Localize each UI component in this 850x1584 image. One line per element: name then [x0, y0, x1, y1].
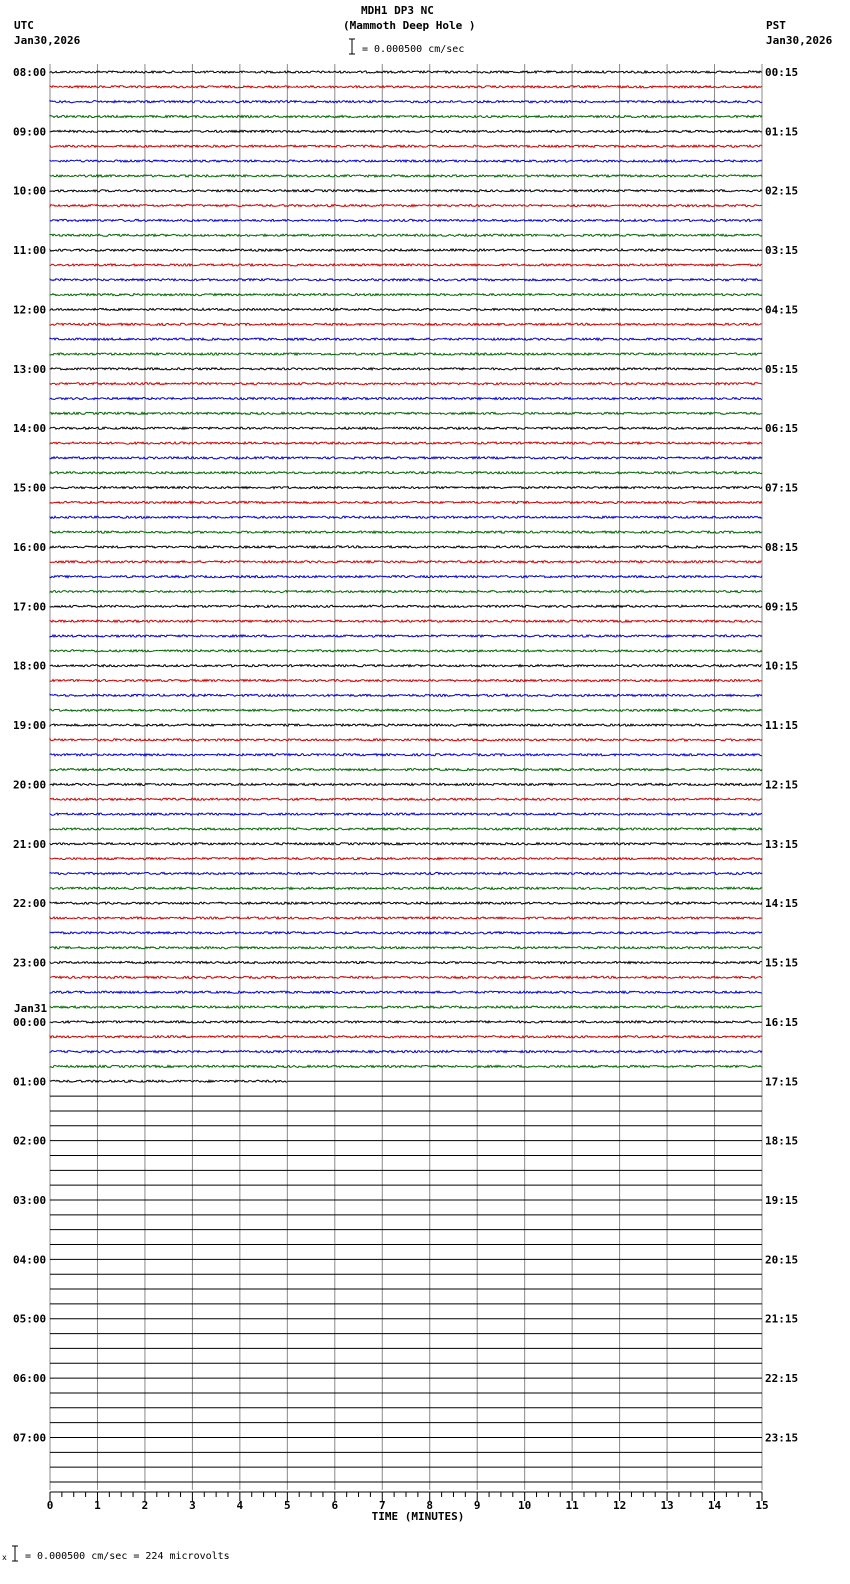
pst-hour-label: 06:15 — [765, 422, 799, 436]
pst-hour-label: 23:15 — [765, 1431, 799, 1445]
utc-hour-label: 06:00 — [13, 1372, 47, 1386]
seismic-trace — [50, 769, 762, 771]
seismic-trace — [50, 249, 762, 251]
seismic-trace — [50, 145, 762, 147]
seismic-trace — [50, 368, 762, 370]
utc-hour-label: 09:00 — [13, 125, 47, 139]
seismic-trace — [50, 86, 762, 88]
pst-timezone-label: PST — [766, 19, 786, 32]
utc-hour-label: 08:00 — [13, 66, 47, 79]
seismic-trace — [50, 679, 762, 681]
x-tick-label: 13 — [660, 1499, 674, 1512]
seismic-trace — [50, 576, 762, 578]
seismic-trace — [50, 709, 762, 711]
seismic-trace — [50, 724, 762, 726]
utc-hour-label: 22:00 — [13, 897, 47, 911]
pst-hour-label: 09:15 — [765, 600, 799, 614]
seismic-trace — [50, 872, 762, 874]
pst-hour-label: 04:15 — [765, 303, 799, 317]
x-tick-label: 15 — [755, 1499, 769, 1512]
seismic-trace — [50, 264, 762, 266]
seismic-trace — [50, 279, 762, 281]
pst-hour-label: 11:15 — [765, 719, 799, 733]
seismic-trace — [50, 219, 762, 221]
seismic-trace — [50, 294, 762, 296]
seismic-trace — [50, 843, 762, 845]
utc-timezone-label: UTC — [14, 19, 34, 32]
pst-hour-label: 18:15 — [765, 1134, 799, 1148]
seismic-trace — [50, 754, 762, 756]
seismic-trace — [50, 234, 762, 236]
seismic-trace — [50, 798, 762, 800]
seismic-trace — [50, 650, 762, 652]
seismic-trace — [50, 442, 762, 444]
pst-hour-label: 21:15 — [765, 1312, 799, 1326]
seismic-trace — [50, 1006, 762, 1008]
seismic-trace — [50, 1080, 287, 1082]
x-tick-label: 8 — [426, 1499, 434, 1512]
x-tick-label: 10 — [518, 1499, 532, 1512]
utc-hour-label: 05:00 — [13, 1312, 47, 1326]
x-tick-label: 6 — [331, 1499, 339, 1512]
seismic-trace — [50, 605, 762, 607]
seismic-trace — [50, 353, 762, 355]
seismic-trace — [50, 546, 762, 548]
seismic-trace — [50, 487, 762, 489]
utc-hour-label: 11:00 — [13, 244, 47, 258]
pst-hour-label: 20:15 — [765, 1253, 799, 1267]
seismic-trace — [50, 783, 762, 785]
seismic-trace — [50, 457, 762, 459]
seismic-trace — [50, 590, 762, 592]
seismic-trace — [50, 472, 762, 474]
utc-hour-label: 01:00 — [13, 1075, 47, 1089]
pst-hour-label: 01:15 — [765, 125, 799, 139]
seismic-trace — [50, 338, 762, 340]
utc-hour-label: 14:00 — [13, 422, 47, 436]
x-tick-label: 14 — [707, 1499, 722, 1512]
utc-hour-label: 15:00 — [13, 481, 47, 495]
x-tick-label: 3 — [189, 1499, 196, 1512]
seismic-trace — [50, 501, 762, 503]
x-tick-label: 1 — [94, 1499, 101, 1512]
x-tick-label: 9 — [473, 1499, 481, 1512]
x-tick-label: 5 — [284, 1499, 291, 1512]
scale-label: = 0.000500 cm/sec — [362, 44, 465, 55]
x-tick-label: 2 — [141, 1499, 149, 1512]
x-axis-label: TIME (MINUTES) — [371, 1510, 465, 1523]
pst-hour-label: 19:15 — [765, 1194, 799, 1207]
seismic-trace — [50, 427, 762, 429]
utc-hour-label: 04:00 — [13, 1253, 47, 1267]
seismic-trace — [50, 887, 762, 889]
x-tick-label: 4 — [236, 1499, 244, 1512]
utc-hour-label: 18:00 — [13, 659, 47, 673]
seismic-trace — [50, 739, 762, 741]
seismic-trace — [50, 1036, 762, 1038]
seismic-trace — [50, 101, 762, 103]
seismic-trace — [50, 531, 762, 533]
seismic-trace — [50, 190, 762, 192]
pst-date-label: Jan30,2026 — [766, 34, 833, 47]
pst-hour-label: 02:15 — [765, 184, 799, 198]
seismic-trace — [50, 160, 762, 162]
seismic-trace — [50, 323, 762, 325]
utc-hour-label: 16:00 — [13, 540, 47, 554]
pst-hour-label: 00:15 — [765, 66, 799, 79]
seismic-trace — [50, 813, 762, 815]
seismic-trace — [50, 694, 762, 696]
utc-hour-label: 12:00 — [13, 303, 47, 317]
seismic-trace — [50, 947, 762, 949]
pst-hour-label: 12:15 — [765, 778, 799, 792]
x-tick-label: 11 — [565, 1499, 579, 1512]
seismic-trace — [50, 561, 762, 563]
pst-hour-label: 15:15 — [765, 956, 799, 970]
seismic-trace — [50, 976, 762, 978]
utc-hour-label: 21:00 — [13, 837, 47, 851]
pst-hour-label: 13:15 — [765, 837, 799, 851]
x-tick-label: 12 — [612, 1499, 627, 1512]
utc-date-label: Jan30,2026 — [14, 34, 81, 47]
seismic-trace — [50, 175, 762, 177]
seismic-trace — [50, 308, 762, 310]
seismic-trace — [50, 1051, 762, 1053]
x-tick-label: 0 — [46, 1499, 54, 1512]
seismic-trace — [50, 917, 762, 919]
seismic-trace — [50, 130, 762, 132]
seismic-trace — [50, 383, 762, 385]
utc-hour-label: 20:00 — [13, 778, 47, 792]
pst-hour-label: 03:15 — [765, 244, 799, 258]
seismic-trace — [50, 205, 762, 207]
seismic-trace — [50, 858, 762, 860]
pst-hour-label: 08:15 — [765, 540, 799, 554]
pst-hour-label: 05:15 — [765, 362, 799, 376]
seismic-trace — [50, 665, 762, 667]
seismic-trace — [50, 71, 762, 73]
utc-hour-label: 07:00 — [13, 1431, 47, 1445]
chart-title-line1: MDH1 DP3 NC — [361, 4, 434, 17]
seismic-trace — [50, 620, 762, 622]
x-tick-label: 7 — [378, 1499, 386, 1512]
footer-corner-mark: x — [2, 1553, 7, 1562]
seismic-trace — [50, 635, 762, 637]
utc-hour-label: 23:00 — [13, 956, 47, 970]
utc-hour-label: 10:00 — [13, 184, 47, 198]
seismic-trace — [50, 412, 762, 414]
seismic-trace — [50, 115, 762, 117]
utc-hour-label: 02:00 — [13, 1134, 47, 1148]
seismic-trace — [50, 961, 762, 963]
pst-hour-label: 22:15 — [765, 1372, 799, 1386]
pst-hour-label: 07:15 — [765, 481, 799, 495]
footer-scale-note: = 0.000500 cm/sec = 224 microvolts — [25, 1551, 230, 1562]
utc-hour-label: 13:00 — [13, 362, 47, 376]
seismic-trace — [50, 902, 762, 904]
utc-hour-label: 03:00 — [13, 1194, 47, 1207]
utc-hour-label: 19:00 — [13, 719, 47, 733]
seismic-trace — [50, 991, 762, 993]
seismic-trace — [50, 516, 762, 518]
pst-hour-label: 14:15 — [765, 897, 799, 911]
seismic-trace — [50, 1065, 762, 1067]
footer-scale-bar-icon — [9, 1545, 21, 1563]
utc-hour-label: 00:00 — [13, 1015, 47, 1029]
day-change-label: Jan31 — [14, 1002, 48, 1015]
pst-hour-label: 16:15 — [765, 1015, 799, 1029]
chart-title-line2: (Mammoth Deep Hole ) — [343, 19, 476, 32]
pst-hour-label: 17:15 — [765, 1075, 799, 1089]
utc-hour-label: 17:00 — [13, 600, 47, 614]
seismic-trace — [50, 1021, 762, 1023]
seismic-trace — [50, 397, 762, 399]
pst-hour-label: 10:15 — [765, 659, 799, 673]
seismic-trace — [50, 828, 762, 830]
seismic-trace — [50, 932, 762, 934]
